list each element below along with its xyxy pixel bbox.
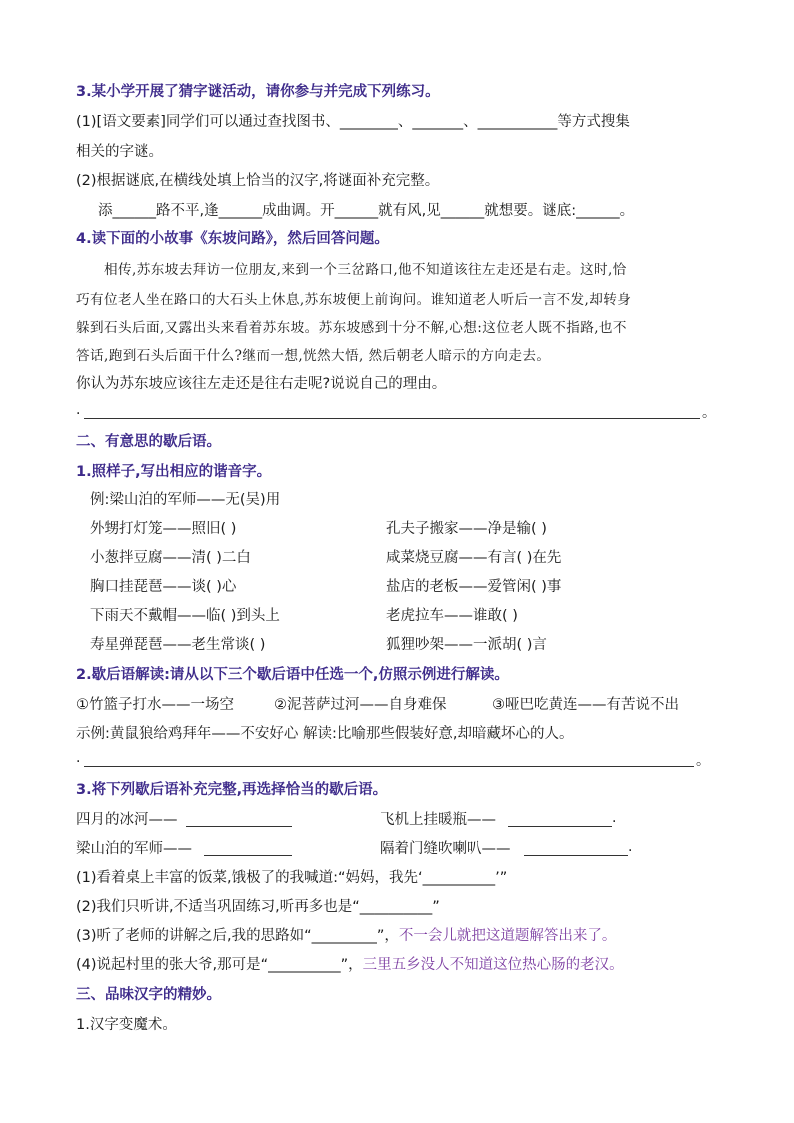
pair-left: 外甥打灯笼——照旧( ) xyxy=(90,521,237,537)
sentence-4 xyxy=(76,955,624,975)
q3-part1-line2: 相关的字谜。 xyxy=(76,144,163,160)
sentence-2: (2)我们只听讲,不适当巩固练习,听再多也是“__________” xyxy=(76,899,440,915)
sentence-3 xyxy=(76,926,616,946)
story-line: 相传,苏东坡去拜访一位朋友,来到一个三岔路口,他不知道该往左走还是右走。这时,恰 xyxy=(104,262,627,278)
story-line: 答话,跑到石头后面干什么?继而一想,恍然大悟, 然后朝老人暗示的方向走去。 xyxy=(76,348,551,364)
sentence-3-tail: 不一会儿就把这道题解答出来了。 xyxy=(398,928,617,944)
story-line: 巧有位老人坐在路口的大石头上休息,苏东坡便上前询问。谁知道老人听后一言不发,却转身 xyxy=(76,292,632,308)
s2-q2-title: 2.歇后语解读:请从以下三个歇后语中任选一个,仿照示例进行解读。 xyxy=(76,667,509,683)
story-line: 躲到石头后面,又露出头来看着苏东坡。苏东坡感到十分不解,心想:这位老人既不指路,也不 xyxy=(76,320,627,336)
fill-blank[interactable] xyxy=(186,826,292,827)
pair-right: 老虎拉车——谁敢( ) xyxy=(386,608,518,624)
q3-title: 3.某小学开展了猜字谜活动，请你参与并完成下列练习。 xyxy=(76,84,440,100)
pair-left: 小葱拌豆腐——清( )二白 xyxy=(90,550,251,566)
sentence-4-tail: 三里五乡没人不知道这位热心肠的老汉。 xyxy=(362,957,624,973)
pair-left: 寿星弹琵琶——老生常谈( ) xyxy=(90,637,266,653)
fill-right: 飞机上挂暖瓶—— xyxy=(380,812,496,828)
fill-end: . xyxy=(612,810,617,826)
answer-line-end: 。 xyxy=(696,753,710,769)
pair-right: 狐狸吵架——一派胡( )言 xyxy=(386,637,547,653)
q4-question: 你认为苏东坡应该往左走还是往右走呢?说说自己的理由。 xyxy=(76,376,447,392)
option-2: ②泥菩萨过河——自身难保 xyxy=(274,697,447,713)
answer-line-mark: . xyxy=(76,402,81,418)
answer-line[interactable] xyxy=(84,766,694,767)
fill-blank[interactable] xyxy=(204,855,292,856)
sentence-1: (1)看着桌上丰富的饭菜,饿极了的我喊道:“妈妈，我先‘__________’” xyxy=(76,870,508,886)
q2-example: 示例:黄鼠狼给鸡拜年——不安好心 解读:比喻那些假装好意,却暗藏坏心的人。 xyxy=(76,726,574,742)
q3-part1-line1: (1)[语文要素]同学们可以通过查找图书、________、_______、___________等方式搜集 xyxy=(76,114,630,130)
answer-line-mark: . xyxy=(76,750,81,766)
q4-title: 4.读下面的小故事《东坡问路》，然后回答问题。 xyxy=(76,231,389,247)
s3-q1-title: 1.汉字变魔术。 xyxy=(76,1017,177,1033)
answer-line-end: 。 xyxy=(702,405,716,421)
sentence-4-part: (4)说起村里的张大爷,那可是“__________”， xyxy=(76,957,363,973)
fill-blank[interactable] xyxy=(524,855,628,856)
pair-left: 下雨天不戴帽——临( )到头上 xyxy=(90,608,280,624)
section-heading: 三、品味汉字的精妙。 xyxy=(76,987,221,1003)
answer-line[interactable] xyxy=(84,418,700,419)
fill-end: . xyxy=(628,839,633,855)
pair-right: 盐店的老板——爱管闲( )事 xyxy=(386,579,562,595)
example-line: 例:梁山泊的军师——无(吴)用 xyxy=(90,492,281,508)
section-heading: 二、有意思的歇后语。 xyxy=(76,434,221,450)
option-3: ③哑巴吃黄连——有苦说不出 xyxy=(492,697,679,713)
pair-right: 咸菜烧豆腐——有言( )在先 xyxy=(386,550,562,566)
sentence-3-part: (3)听了老师的讲解之后,我的思路如“_________”， xyxy=(76,928,399,944)
fill-left: 四月的冰河—— xyxy=(76,812,178,828)
pair-right: 孔夫子搬家——净是输( ) xyxy=(386,521,547,537)
q3-riddle: 添______路不平,逢______成曲调。开______就有风,见______就想要。谜底:______。 xyxy=(98,203,635,219)
fill-right: 隔着门缝吹喇叭—— xyxy=(380,841,511,857)
q3-part2: (2)根据谜底,在横线处填上恰当的汉字,将谜面补充完整。 xyxy=(76,173,440,189)
fill-blank[interactable] xyxy=(508,826,612,827)
fill-left: 梁山泊的军师—— xyxy=(76,841,192,857)
s2-q3-title: 3.将下列歇后语补充完整,再选择恰当的歇后语。 xyxy=(76,782,388,798)
s2-q1-title: 1.照样子,写出相应的谐音字。 xyxy=(76,464,272,480)
pair-left: 胸口挂琵琶——谈( )心 xyxy=(90,579,237,595)
option-1: ①竹篮子打水——一场空 xyxy=(76,697,234,713)
